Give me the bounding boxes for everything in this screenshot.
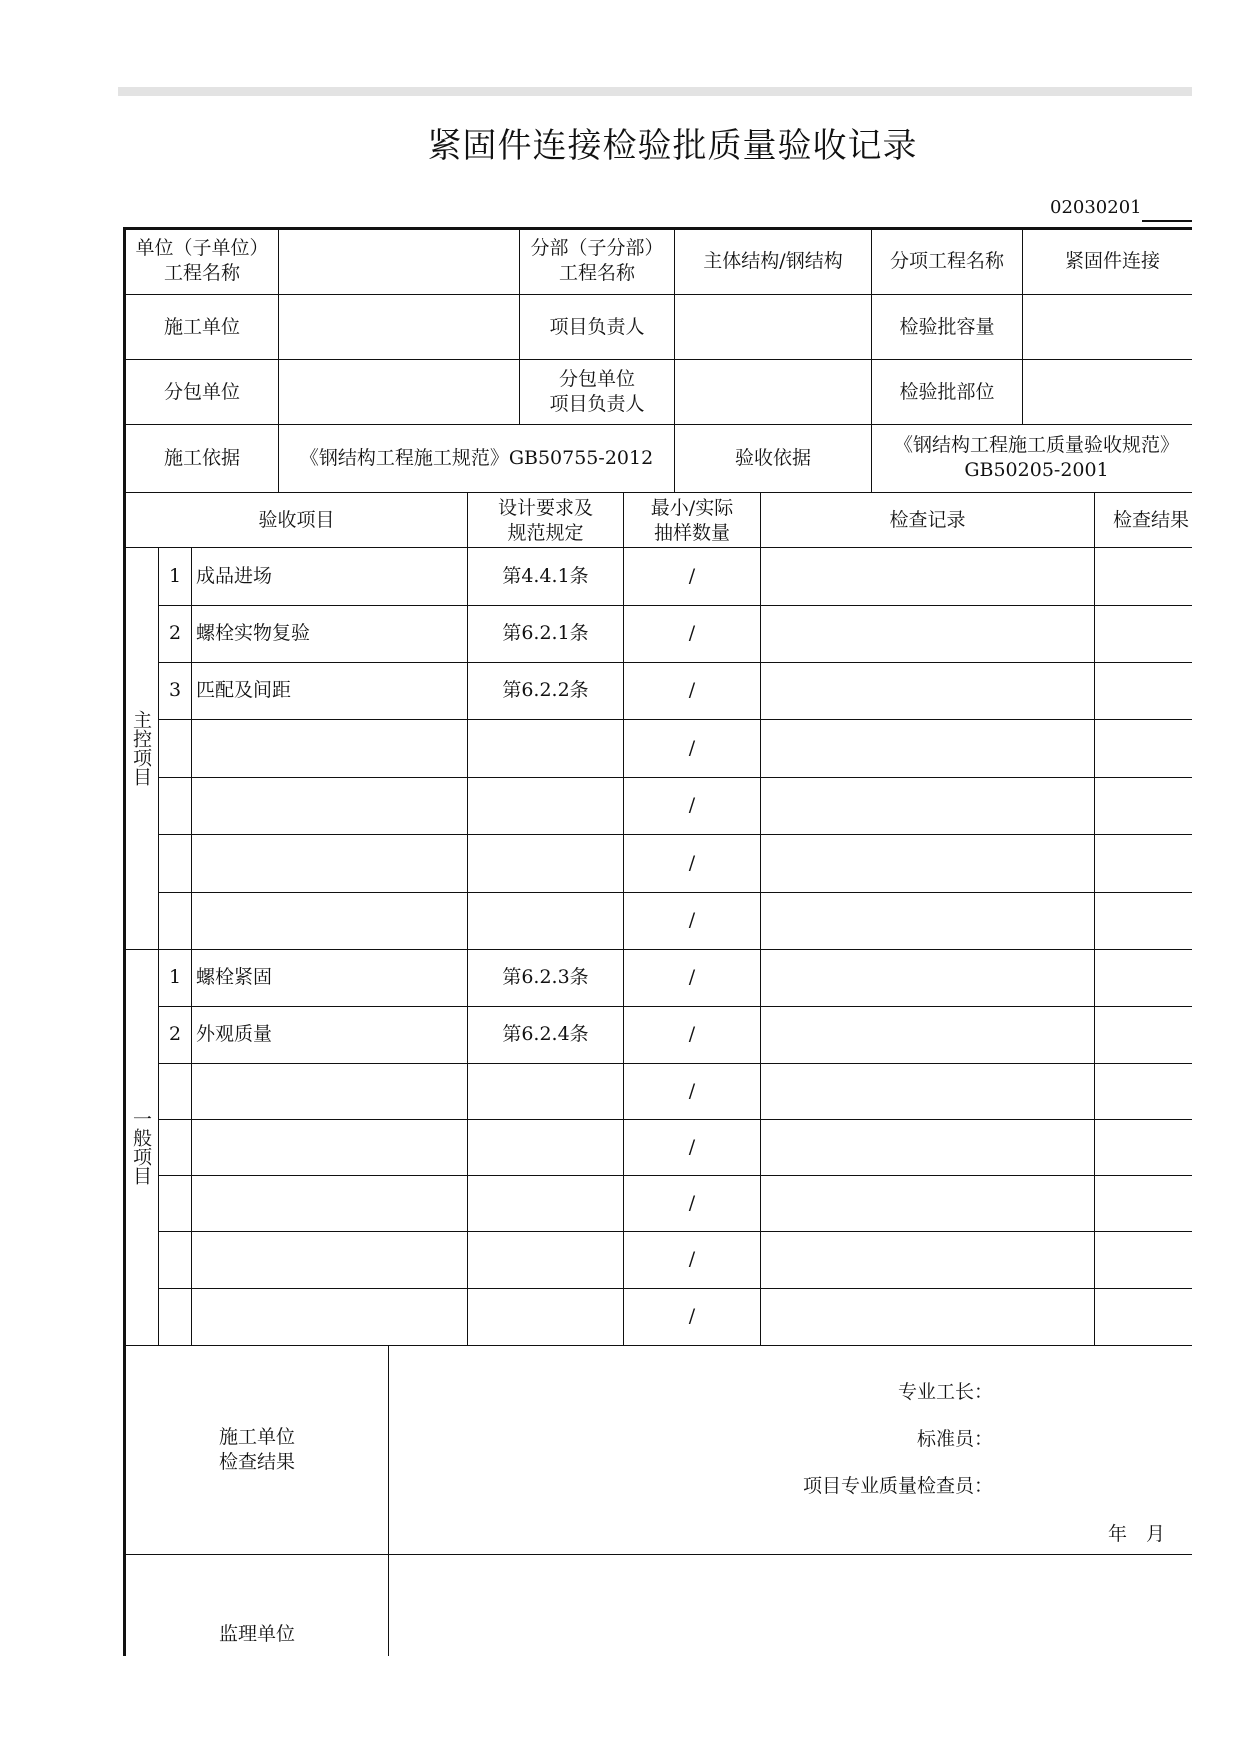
sub-manager-label: 分包单位 项目负责人 (549, 368, 645, 415)
general-row-no (159, 1119, 191, 1175)
main-control-row-sample[interactable]: / (688, 622, 696, 644)
main-control-row-sample[interactable]: / (688, 679, 696, 701)
general-row-record[interactable] (761, 1006, 1094, 1063)
main-control-row-spec: 第6.2.1条 (502, 622, 589, 644)
grid-line (674, 227, 675, 492)
main-control-row-no: 1 (168, 564, 182, 587)
grid-line (123, 1554, 1192, 1555)
supervisor-label: 监理单位 (218, 1622, 295, 1645)
general-row-spec: 第6.2.4条 (502, 1023, 589, 1045)
main-control-row-record[interactable] (761, 719, 1094, 777)
grid-line (871, 227, 872, 492)
main-control-row-spec (468, 834, 623, 892)
form-code: 02030201 (1050, 197, 1142, 218)
general-row-no (159, 1175, 191, 1231)
general-row-record[interactable] (761, 949, 1094, 1006)
grid-line (123, 1345, 1192, 1346)
batch-location-value[interactable] (1023, 362, 1192, 422)
general-row-result[interactable] (1095, 1063, 1192, 1119)
general-row-spec: 第6.2.3条 (502, 966, 589, 988)
standard-officer-label: 标准员： (916, 1427, 993, 1450)
main-control-row-no (159, 719, 191, 777)
construction-basis-label: 施工依据 (163, 446, 240, 469)
project-manager-value[interactable] (675, 297, 871, 357)
main-control-row-sample[interactable]: / (688, 851, 696, 874)
foreman-signature-label: 专业工长： (897, 1380, 993, 1403)
main-control-row-name: 成品进场 (196, 564, 273, 587)
col-record-header: 检查记录 (889, 509, 966, 531)
main-control-row-spec: 第6.2.2条 (502, 679, 589, 701)
main-control-row-record[interactable] (761, 777, 1094, 834)
general-row-record[interactable] (761, 1288, 1094, 1345)
general-row-no: 2 (168, 1023, 182, 1045)
grid-line (123, 294, 1192, 295)
general-row-name: 螺栓紧固 (196, 966, 273, 988)
general-row-sample[interactable]: / (688, 1305, 696, 1327)
main-control-row-name: 螺栓实物复验 (196, 622, 311, 644)
main-control-row-record[interactable] (761, 662, 1094, 719)
main-control-row-no: 3 (168, 679, 182, 701)
main-control-row-spec (468, 777, 623, 834)
main-control-row-result[interactable] (1095, 834, 1192, 892)
general-row-record[interactable] (761, 1119, 1094, 1175)
general-row-name (192, 1063, 471, 1119)
grid-line (278, 227, 279, 492)
main-control-row-no (159, 777, 191, 834)
form-code-underline (1142, 220, 1192, 222)
grid-line (1022, 227, 1023, 424)
top-rule (118, 87, 1192, 96)
main-control-row-record[interactable] (761, 892, 1094, 949)
subdivision-value[interactable]: 主体结构/钢结构 (703, 249, 843, 272)
main-control-row-sample[interactable]: / (688, 794, 696, 816)
main-control-row-name (192, 892, 471, 949)
grid-line (519, 227, 520, 424)
main-control-row-spec (468, 719, 623, 777)
general-row-name (192, 1175, 471, 1231)
main-control-row-result[interactable] (1095, 892, 1192, 949)
main-control-label: 主控项目 (130, 710, 152, 786)
general-row-name (192, 1288, 471, 1345)
col-sample-header: 最小/实际 抽样数量 (650, 496, 734, 544)
grid-line (123, 359, 1192, 360)
main-control-row-no (159, 834, 191, 892)
general-row-no (159, 1231, 191, 1288)
construction-basis-value: 《钢结构工程施工规范》GB50755-2012 (299, 446, 654, 469)
contractor-value[interactable] (279, 297, 519, 357)
main-control-row-result[interactable] (1095, 662, 1192, 719)
grid-line (123, 424, 1192, 425)
general-items-label: 一般项目 (130, 1109, 152, 1185)
main-control-row-no (159, 892, 191, 949)
main-control-row-result[interactable] (1095, 605, 1192, 662)
general-row-name: 外观质量 (196, 1023, 273, 1045)
main-control-row-result[interactable] (1095, 777, 1192, 834)
batch-capacity-value[interactable] (1023, 297, 1192, 357)
main-control-row-record[interactable] (761, 547, 1094, 605)
general-row-result[interactable] (1095, 1175, 1192, 1231)
general-row-record[interactable] (761, 1175, 1094, 1231)
general-row-spec (468, 1119, 623, 1175)
sub-manager-value[interactable] (675, 362, 871, 422)
main-control-row-name (192, 719, 471, 777)
batch-capacity-label: 检验批容量 (899, 315, 995, 338)
general-row-record[interactable] (761, 1063, 1094, 1119)
main-control-row-no: 2 (168, 622, 182, 644)
main-control-row-name (192, 777, 471, 834)
general-row-sample[interactable]: / (688, 1191, 696, 1214)
general-row-no (159, 1063, 191, 1119)
general-row-record[interactable] (761, 1231, 1094, 1288)
general-row-spec (468, 1175, 623, 1231)
general-row-result[interactable] (1095, 949, 1192, 1006)
general-row-spec (468, 1063, 623, 1119)
subdivision-label: 分部（子分部） 工程名称 (530, 237, 664, 284)
main-control-row-spec (468, 892, 623, 949)
check-date: 年 月 (1108, 1522, 1166, 1545)
general-row-result[interactable] (1095, 1231, 1192, 1288)
general-row-name (192, 1231, 471, 1288)
unit-project-label: 单位（子单位） 工程名称 (135, 237, 269, 284)
quality-inspector-label: 项目专业质量检查员： (802, 1474, 993, 1497)
general-row-sample[interactable]: / (688, 1079, 696, 1102)
main-control-row-sample[interactable]: / (688, 564, 696, 587)
col-item-header: 验收项目 (258, 509, 335, 531)
main-control-row-spec: 第4.4.1条 (502, 564, 589, 587)
main-control-row-name (192, 834, 471, 892)
unit-project-value[interactable] (279, 230, 519, 292)
general-row-spec (468, 1231, 623, 1288)
contractor-label: 施工单位 (163, 315, 240, 338)
grid-line (123, 492, 1192, 493)
main-control-row-record[interactable] (761, 834, 1094, 892)
subitem-label: 分项工程名称 (889, 249, 1004, 272)
main-control-row-name: 匹配及间距 (196, 679, 292, 701)
main-control-row-result[interactable] (1095, 547, 1192, 605)
subcontractor-value[interactable] (279, 362, 519, 422)
main-control-row-record[interactable] (761, 605, 1094, 662)
main-control-row-sample[interactable]: / (688, 736, 696, 759)
main-control-row-result[interactable] (1095, 719, 1192, 777)
general-row-no: 1 (168, 966, 182, 988)
general-row-sample[interactable]: / (688, 966, 696, 988)
general-row-spec (468, 1288, 623, 1345)
contractor-check-label: 施工单位 检查结果 (218, 1425, 295, 1473)
general-row-sample[interactable]: / (688, 1135, 696, 1158)
general-row-name (192, 1119, 471, 1175)
general-row-sample[interactable]: / (688, 1248, 696, 1270)
batch-location-label: 检验批部位 (899, 380, 995, 403)
general-row-result[interactable] (1095, 1006, 1192, 1063)
general-row-result[interactable] (1095, 1288, 1192, 1345)
subitem-value[interactable]: 紧固件连接 (1065, 249, 1161, 272)
col-design-header: 设计要求及 规范规定 (497, 496, 593, 544)
main-control-row-sample[interactable]: / (688, 909, 696, 931)
grid-line (388, 1345, 389, 1656)
general-row-no (159, 1288, 191, 1345)
col-result-header: 检查结果 (1113, 509, 1190, 531)
project-manager-label: 项目负责人 (549, 315, 645, 338)
general-row-sample[interactable]: / (688, 1023, 696, 1045)
general-row-result[interactable] (1095, 1119, 1192, 1175)
acceptance-basis-label: 验收依据 (734, 446, 811, 469)
inspection-form (123, 227, 1192, 1656)
acceptance-basis-value: 《钢结构工程施工质量验收规范》 GB50205-2001 (894, 434, 1180, 481)
subcontractor-label: 分包单位 (163, 380, 240, 403)
document-title: 紧固件连接检验批质量验收记录 (427, 126, 918, 166)
